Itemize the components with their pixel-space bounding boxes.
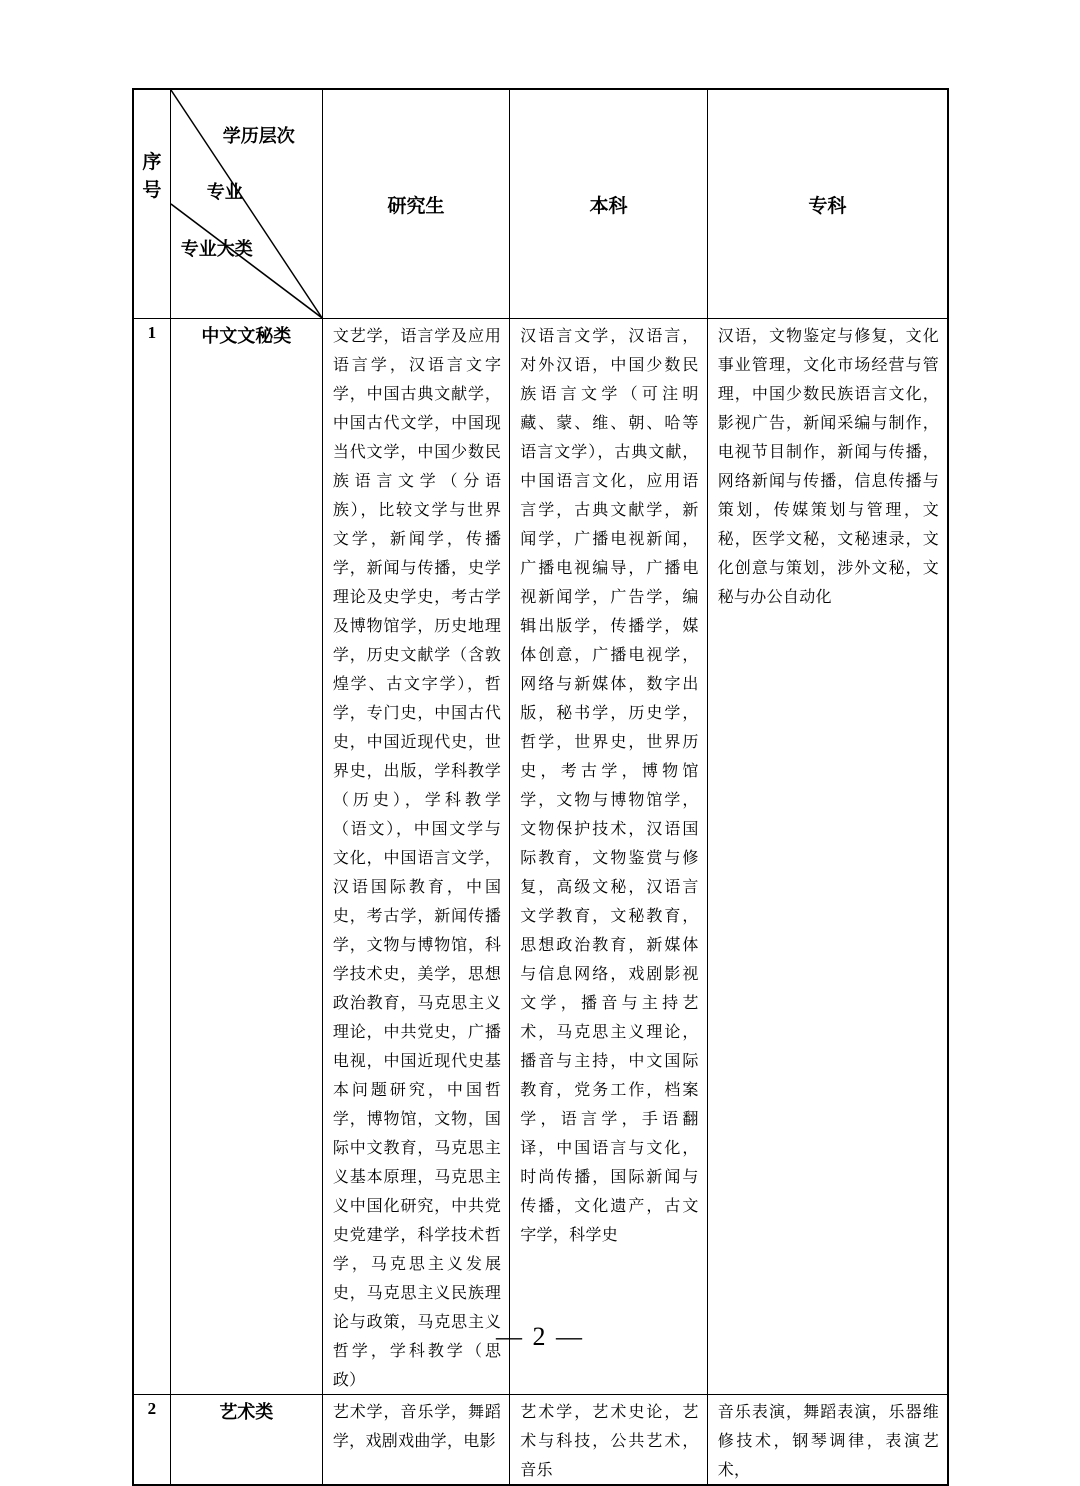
bachelor-majors: 汉语言文学，汉语言，对外汉语，中国少数民族语言文学（可注明藏、蒙、维、朝、哈等语言文学），古典文献，中国语言文化，应用语言学，古典文献学，新闻学，广播电视新闻，广播电视编导，广播电视新闻学，广告学，编辑出版学，传播学，媒体创意，广播电视学，网络与新媒体，数字出版，秘书学，历史学，哲学，世界史，世界历史，考古学，博物馆学，文物与博物馆学，文物保护技术，汉语国际教育，文物鉴赏与修复，高级文秘，汉语言文学教育，文秘教育，思想政治教育，新媒体与信息网络，戏剧影视文学，播音与主持艺术，马克思主义理论，播音与主持，中文国际教育，党务工作，档案学，语言学，手语翻译，中国语言与文化，时尚传播，国际新闻与传播，文化遗产，古文字学，科学史: [510, 319, 707, 1395]
category-label: 专业大类: [180, 239, 253, 260]
table-row: [133, 319, 948, 1395]
graduate-majors: 文艺学，语言学及应用语言学，汉语言文字学，中国古典文献学，中国古代文学，中国现当代文学，中国少数民族语言文学（分语族），比较文学与世界文学，新闻学，传播学，新闻与传播，史学理论及史学史，考古学及博物馆学，历史地理学，历史文献学（含敦煌学、古文字学），哲学，专门史，中国古代史，中国近现代史，世界史，出版，学科教学（历史），学科教学（语文），中国文学与文化，中国语言文学，汉语国际教育，中国史，考古学，新闻传播学，文物与博物馆，科学技术史，美学，思想政治教育，马克思主义理论，中共党史，广播电视，中国近现代史基本问题研究，中国哲学，博物馆，文物，国际中文教育，马克思主义基本原理，马克思主义中国化研究，中共党史党建学，科学技术哲学，马克思主义发展史，马克思主义民族理论与政策，马克思主义哲学，学科教学（思政）: [322, 319, 509, 1395]
associate-header: 专科: [707, 89, 948, 319]
associate-majors: 汉语，文物鉴定与修复，文化事业管理，文化市场经营与管理，中国少数民族语言文化，影视广告，新闻采编与制作，电视节目制作，新闻与传播，网络新闻与传播，信息传播与策划，传媒策划与管理，文秘，医学文秘，文秘速录，文化创意与策划，涉外文秘，文秘与办公自动化: [707, 319, 948, 1395]
seq-header: 序号: [133, 89, 170, 319]
graduate-header: 研究生: [322, 89, 509, 319]
graduate-majors: 艺术学，音乐学，舞蹈学，戏剧戏曲学，电影: [322, 1395, 509, 1486]
bachelor-header: 本科: [510, 89, 707, 319]
page-number: — 2 —: [496, 1322, 584, 1351]
category-name: 艺术类: [170, 1395, 322, 1486]
table-header-row: [133, 89, 948, 319]
major-label: 专业: [206, 182, 243, 203]
diagonal-header-cell: [170, 89, 322, 319]
category-name: 中文文秘类: [170, 319, 322, 1395]
major-catalog-table: [132, 88, 949, 1486]
row-number: 2: [133, 1395, 170, 1486]
row-number: 1: [133, 319, 170, 1395]
level-label: 学历层次: [222, 126, 295, 147]
bachelor-majors: 艺术学，艺术史论，艺术与科技，公共艺术，音乐: [510, 1395, 707, 1486]
associate-majors: 音乐表演，舞蹈表演，乐器维修技术，钢琴调律，表演艺术，: [707, 1395, 948, 1486]
table-row: [133, 1395, 948, 1486]
